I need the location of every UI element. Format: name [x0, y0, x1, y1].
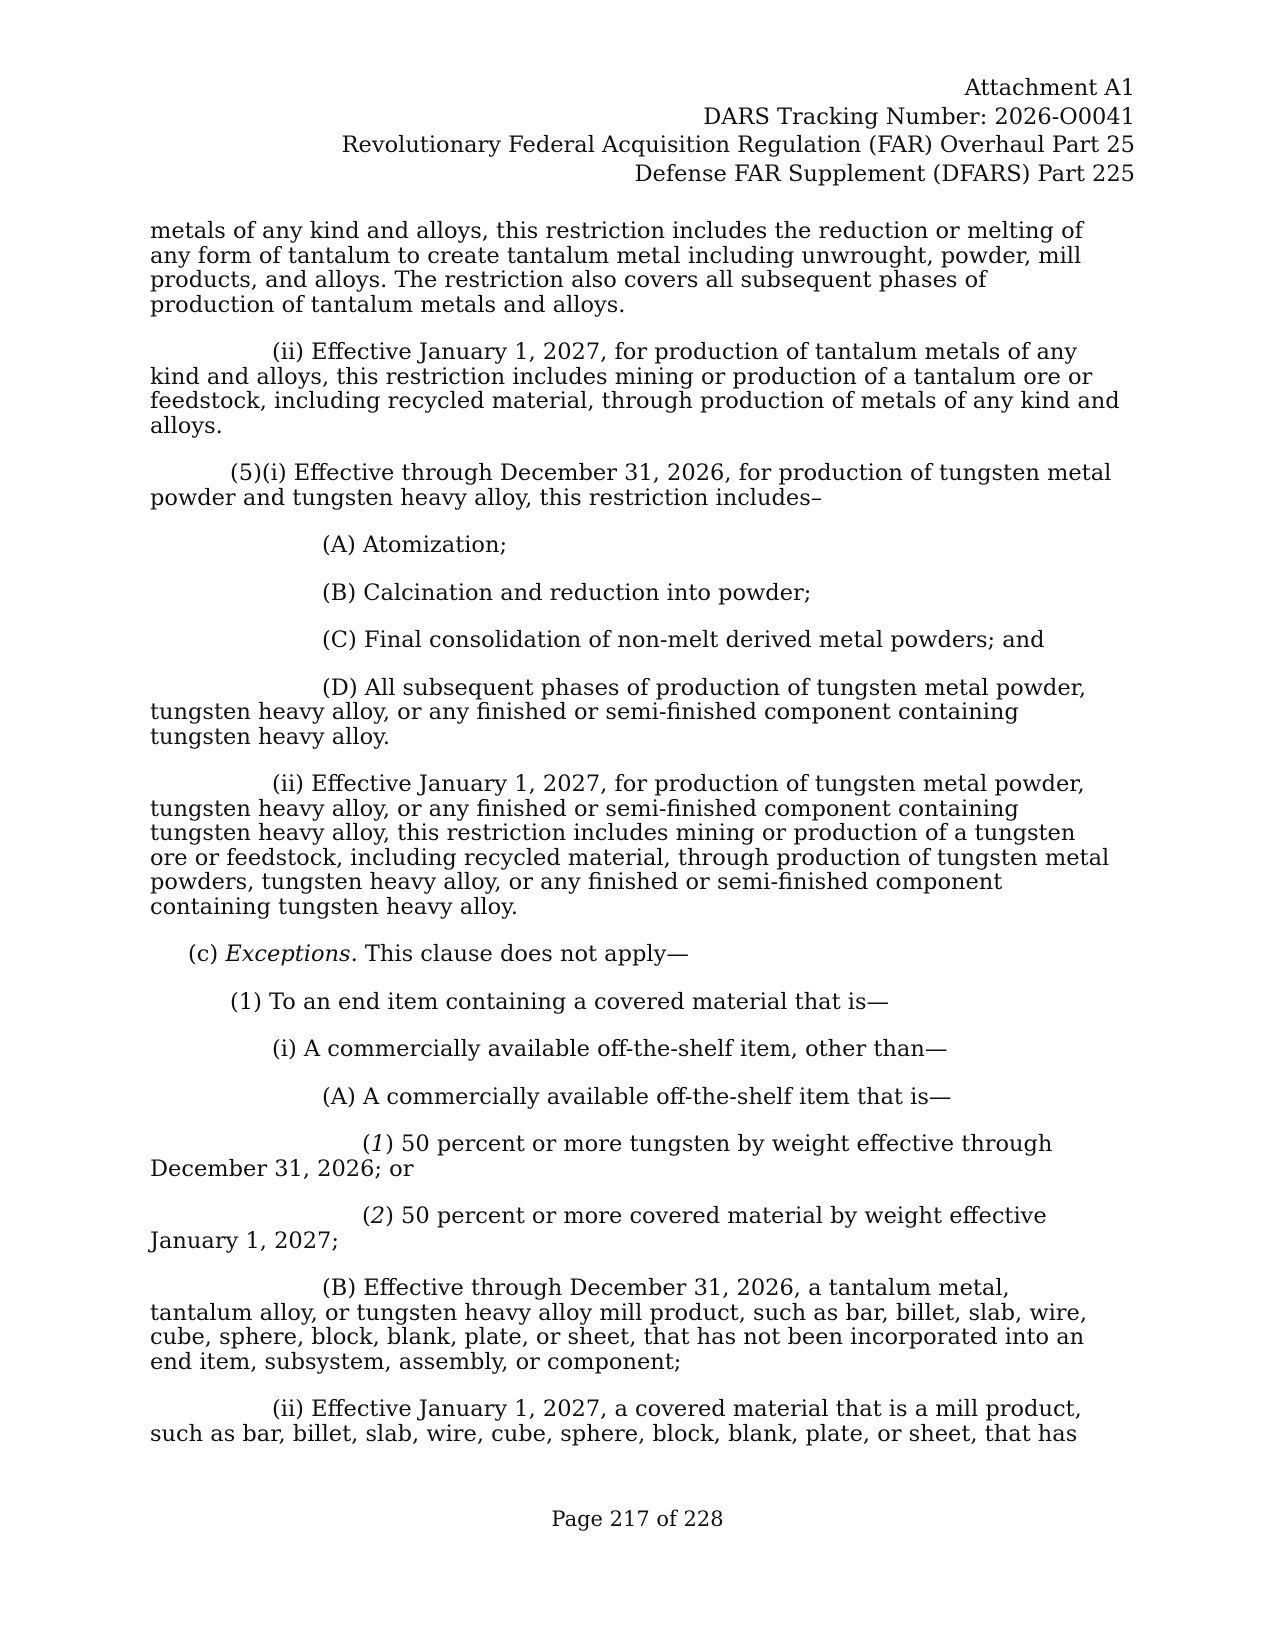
paragraph-tantalum-continued	[150, 219, 1125, 317]
paren: (	[362, 1131, 371, 1157]
text-line: tantalum alloy, or tungsten heavy alloy mill product, such as bar, billet, slab, wire,	[150, 1299, 1088, 1326]
paragraph-c-exceptions	[150, 942, 1125, 967]
paragraph-c-consolidation	[150, 628, 1125, 653]
paragraph-2-covered-weight	[150, 1204, 1125, 1253]
text-line: tungsten heavy alloy, this restriction includes mining or production of a tungsten	[150, 820, 1076, 846]
header-attachment: Attachment A1	[964, 75, 1135, 101]
paragraph-b-calcination	[150, 581, 1125, 606]
text-line: containing tungsten heavy alloy.	[150, 893, 519, 920]
header-far-part: Revolutionary Federal Acquisition Regulation (FAR) Overhaul Part 25	[341, 132, 1135, 158]
paragraph-1-end-item	[150, 990, 1125, 1015]
item-number: 2	[370, 1203, 386, 1229]
paragraph-d-subsequent	[150, 676, 1125, 750]
text-line: (ii) Effective January 1, 2027, for production of tungsten metal powder,	[272, 771, 1085, 797]
exceptions-heading: Exceptions	[225, 941, 351, 967]
page-number: Page 217 of 228	[551, 1507, 724, 1531]
text-line: (A) Atomization;	[322, 532, 508, 558]
header-dfars-part: Defense FAR Supplement (DFARS) Part 225	[634, 160, 1135, 187]
paragraph-text: ) 50 percent or more covered material by weight effective	[385, 1203, 1047, 1229]
paragraph-label: (c)	[188, 941, 226, 967]
paragraph-text: ) 50 percent or more tungsten by weight effective through	[385, 1131, 1053, 1157]
text-line: metals of any kind and alloys, this restriction includes the reduction or melting of	[150, 218, 1083, 244]
text-line: end item, subsystem, assembly, or component;	[150, 1348, 682, 1375]
text-line: (ii) Effective January 1, 2027, a covered material that is a mill product,	[272, 1396, 1082, 1422]
paragraph-1-tungsten-weight	[150, 1132, 1125, 1181]
text-line: January 1, 2027;	[150, 1227, 339, 1254]
text-line: (C) Final consolidation of non-melt derived metal powders; and	[322, 627, 1045, 653]
paren: (	[362, 1203, 371, 1229]
text-line: (5)(i) Effective through December 31, 2026, for production of tungsten metal	[230, 460, 1112, 486]
text-line: (1) To an end item containing a covered material that is—	[230, 988, 890, 1015]
text-line: powder and tungsten heavy alloy, this restriction includes–	[150, 484, 823, 511]
paragraph-ii-covered-mill	[150, 1397, 1125, 1446]
paragraph-a-atomization	[150, 533, 1125, 558]
paragraph-text: . This clause does not apply—	[350, 941, 689, 967]
header-tracking-number: DARS Tracking Number: 2026-O0041	[703, 103, 1135, 130]
paragraph-tungsten-ii	[150, 772, 1125, 919]
paragraph-b-mill-product	[150, 1276, 1125, 1374]
text-line: any form of tantalum to create tantalum metal including unwrought, powder, mill	[150, 242, 1082, 269]
paragraph-tantalum-ii	[150, 340, 1125, 438]
text-line: alloys.	[150, 412, 223, 439]
text-line: kind and alloys, this restriction includes mining or production of a tantalum ore or	[150, 363, 1093, 390]
item-number: 1	[370, 1131, 386, 1157]
text-line: tungsten heavy alloy, or any finished or semi-finished component containing	[150, 699, 1019, 725]
text-line: tungsten heavy alloy, or any finished or semi-finished component containing	[150, 795, 1019, 822]
text-line	[150, 1132, 1125, 1157]
text-line	[150, 1204, 1125, 1229]
text-line: (B) Effective through December 31, 2026, a tantalum metal,	[322, 1275, 1010, 1301]
text-line: such as bar, billet, slab, wire, cube, sphere, block, blank, plate, or sheet, that has	[150, 1420, 1078, 1447]
text-line: feedstock, including recycled material, through production of metals of any kind and	[150, 388, 1120, 414]
document-body	[150, 219, 1125, 1469]
text-line: cube, sphere, block, blank, plate, or sheet, that has not been incorporated into an	[150, 1324, 1085, 1350]
text-line: (B) Calcination and reduction into powder;	[322, 579, 812, 606]
text-line: ore or feedstock, including recycled material, through production of tungsten metal	[150, 844, 1110, 871]
text-line: (D) All subsequent phases of production of tungsten metal powder,	[322, 674, 1087, 701]
text-line: (A) A commercially available off-the-shelf item that is—	[322, 1083, 952, 1110]
page-header	[342, 74, 1135, 188]
text-line: December 31, 2026; or	[150, 1155, 414, 1182]
text-line: production of tantalum metals and alloys.	[150, 291, 626, 318]
paragraph-i-cots	[150, 1037, 1125, 1062]
text-line: (i) A commercially available off-the-shelf item, other than—	[272, 1036, 948, 1062]
text-line: products, and alloys. The restriction also covers all subsequent phases of	[150, 267, 987, 293]
text-line: tungsten heavy alloy.	[150, 723, 390, 750]
text-line: powders, tungsten heavy alloy, or any finished or semi-finished component	[150, 869, 1003, 895]
text-line	[150, 942, 1125, 967]
paragraph-5-i	[150, 461, 1125, 510]
text-line: (ii) Effective January 1, 2027, for production of tantalum metals of any	[272, 339, 1078, 365]
paragraph-a-cots	[150, 1085, 1125, 1110]
